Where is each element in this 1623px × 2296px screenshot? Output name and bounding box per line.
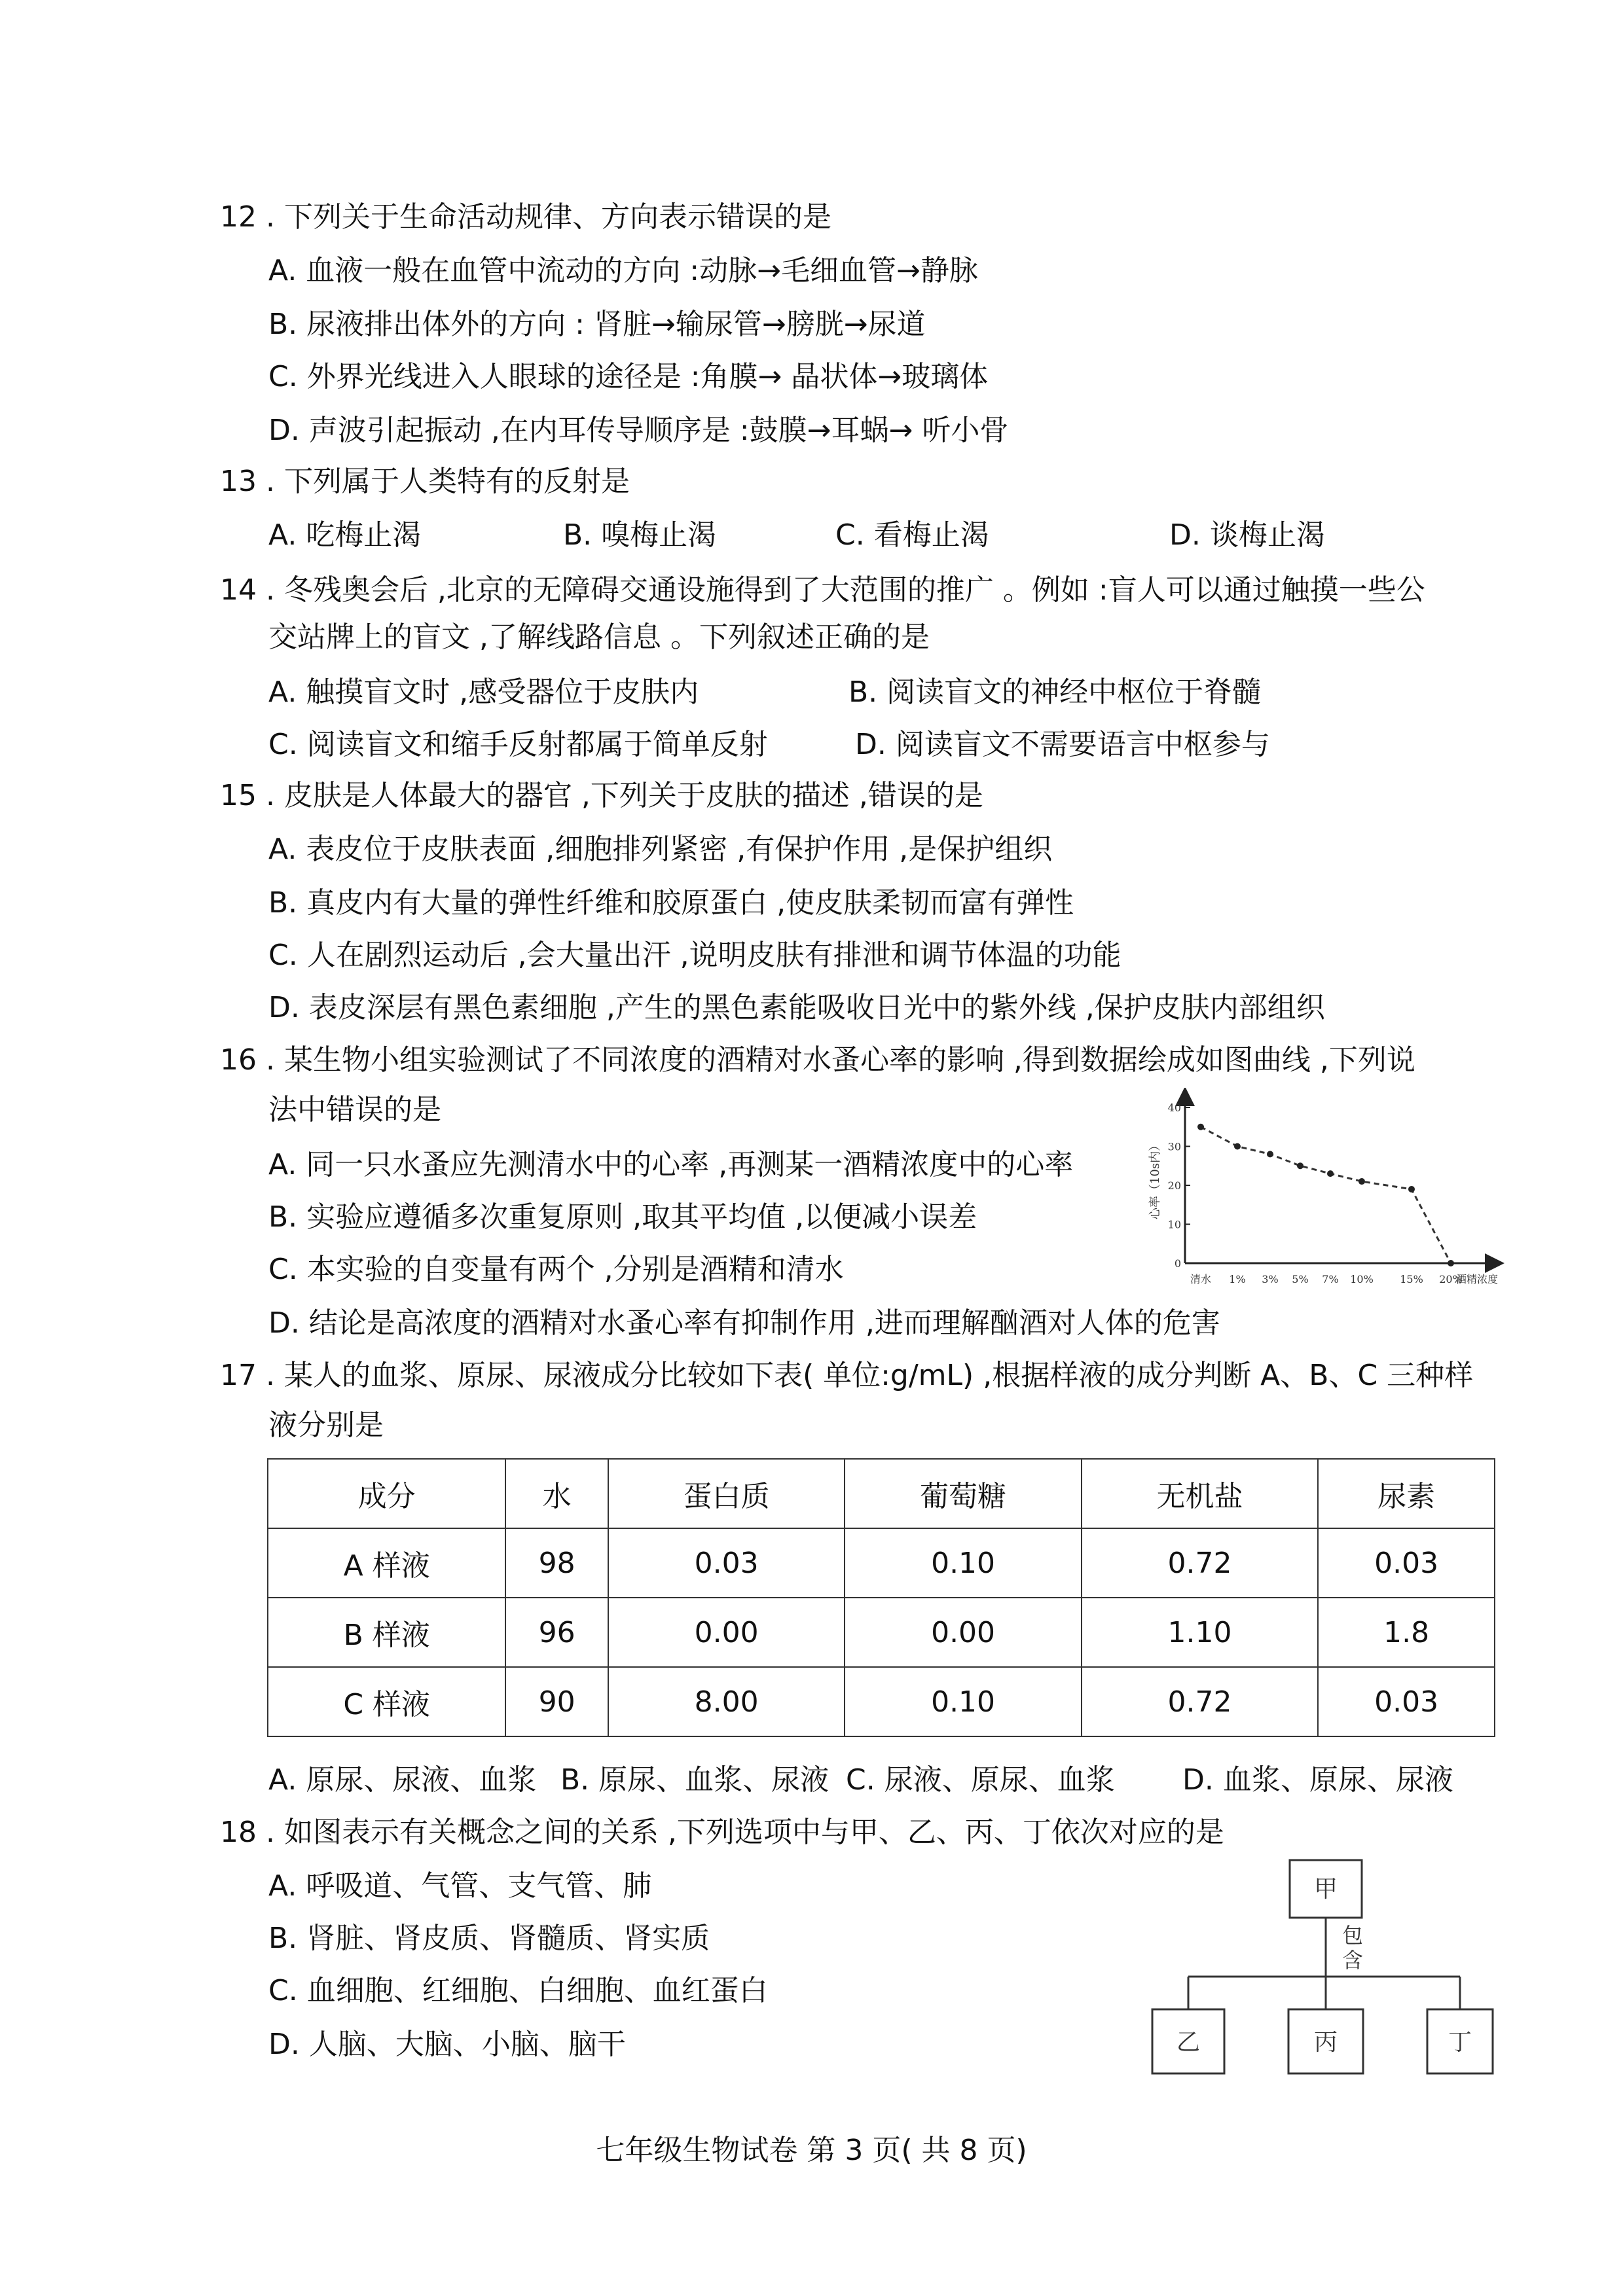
chart-data-point [1448,1260,1454,1266]
q16-stem-line2: 法中错误的是 [268,1093,441,1126]
page-footer: 七年级生物试卷 第 3 页( 共 8 页) [596,2134,1027,2167]
diagram-node-child-2-label: 丙 [1313,2029,1338,2056]
q14-option-d: D. 阅读盲文不需要语言中枢参与 [855,728,1270,761]
q18-stem: 18 . 如图表示有关概念之间的关系 ,下列选项中与甲、乙、丙、丁依次对应的是 [220,1816,1224,1849]
q12-option-b: B. 尿液排出体外的方向 : 肾脏→输尿管→膀胱→尿道 [268,308,926,341]
q18-option-c: C. 血细胞、红细胞、白细胞、血红蛋白 [268,1974,768,2007]
chart-y-tick-label: 20 [1167,1179,1181,1192]
q14-option-b: B. 阅读盲文的神经中枢位于脊髓 [848,675,1262,709]
table-cell: 0.72 [1082,1667,1318,1736]
q17-option-a: A. 原尿、尿液、血浆 [268,1763,537,1797]
table-cell: 1.10 [1082,1598,1318,1667]
table-header-cell: 水 [505,1459,608,1528]
chart-data-point [1297,1162,1304,1169]
table-header-cell: 成分 [268,1459,505,1528]
q13-option-a: A. 吃梅止渴 [268,518,422,552]
chart-x-tick-label: 5% [1292,1273,1309,1285]
chart-data-point [1234,1143,1241,1150]
q12-option-c: C. 外界光线进入人眼球的途径是 :角膜→ 晶状体→玻璃体 [268,360,989,393]
q13-option-d: D. 谈梅止渴 [1169,518,1325,552]
table-row [268,1528,1495,1598]
chart-x-tick-label: 清水 [1190,1273,1212,1285]
table-cell: 1.8 [1318,1598,1495,1667]
table-cell: A 样液 [268,1528,505,1598]
concept-diagram-svg [1139,1846,1519,2088]
q12-stem: 12 . 下列关于生命活动规律、方向表示错误的是 [220,200,831,234]
table-header-cell: 蛋白质 [608,1459,845,1528]
chart-y-label: 心率（10s内） [1148,1139,1162,1220]
table-cell: 0.10 [845,1667,1081,1736]
table-header-cell: 无机盐 [1082,1459,1318,1528]
q13-option-b: B. 嗅梅止渴 [563,518,717,552]
diagram-node-child-1-label: 乙 [1176,2029,1201,2056]
chart-y-tick-label: 0 [1174,1257,1181,1270]
q14-stem-line2: 交站牌上的盲文 ,了解线路信息 。下列叙述正确的是 [268,620,930,654]
q13-option-c: C. 看梅止渴 [835,518,989,552]
q13-stem: 13 . 下列属于人类特有的反射是 [220,465,630,498]
table-cell: 0.72 [1082,1528,1318,1598]
q16-option-b: B. 实验应遵循多次重复原则 ,取其平均值 ,以便减小误差 [268,1200,977,1234]
chart-y-tick-label: 40 [1167,1102,1181,1114]
chart-x-tick-label: 15% [1400,1273,1423,1285]
table-cell: B 样液 [268,1598,505,1667]
table-cell: 0.00 [608,1598,845,1667]
table-cell: 98 [505,1528,608,1598]
chart-y-tick-label: 30 [1167,1140,1181,1153]
chart-x-tick-label: 10% [1350,1273,1374,1285]
q16-option-c: C. 本实验的自变量有两个 ,分别是酒精和清水 [268,1253,844,1286]
q15-option-a: A. 表皮位于皮肤表面 ,细胞排列紧密 ,有保护作用 ,是保护组织 [268,833,1053,866]
chart-y-tick-label: 10 [1167,1218,1181,1231]
q18-option-a: A. 呼吸道、气管、支气管、肺 [268,1869,652,1903]
q17-option-d: D. 血浆、原尿、尿液 [1182,1763,1453,1797]
table-cell: 8.00 [608,1667,845,1736]
table-cell: 0.10 [845,1528,1081,1598]
diagram-node-top-label: 甲 [1313,1876,1338,1903]
table-cell: 0.03 [608,1528,845,1598]
q15-stem: 15 . 皮肤是人体最大的器官 ,下列关于皮肤的描述 ,错误的是 [220,779,983,812]
heart-rate-chart [1139,1088,1506,1297]
chart-data-point [1327,1170,1334,1177]
q18-option-b: B. 肾脏、肾皮质、肾髓质、肾实质 [268,1922,710,1955]
q12-option-a: A. 血液一般在血管中流动的方向 :动脉→毛细血管→静脉 [268,254,978,287]
chart-x-tick-label: 3% [1262,1273,1279,1285]
q12-option-d: D. 声波引起振动 ,在内耳传导顺序是 :鼓膜→耳蜗→ 听小骨 [268,414,1009,447]
q14-option-c: C. 阅读盲文和缩手反射都属于简单反射 [268,728,768,761]
chart-data-point [1267,1151,1273,1157]
concept-diagram [1139,1846,1519,2088]
q14-stem-line1: 14 . 冬残奥会后 ,北京的无障碍交通设施得到了大范围的推广 。例如 :盲人可以通过触摸一些公 [220,573,1425,607]
diagram-node-child-3-label: 丁 [1448,2029,1472,2056]
q14-option-a: A. 触摸盲文时 ,感受器位于皮肤内 [268,675,699,709]
table-header-cell: 葡萄糖 [845,1459,1081,1528]
table-header-cell: 尿素 [1318,1459,1495,1528]
table-cell: 0.03 [1318,1667,1495,1736]
q17-option-b: B. 原尿、血浆、尿液 [560,1763,830,1797]
composition-table [267,1458,1495,1737]
q18-option-d: D. 人脑、大脑、小脑、脑干 [268,2028,626,2061]
table-cell: 90 [505,1667,608,1736]
q16-option-d: D. 结论是高浓度的酒精对水蚤心率有抑制作用 ,进而理解酗酒对人体的危害 [268,1306,1220,1340]
table-cell: 0.00 [845,1598,1081,1667]
q15-option-d: D. 表皮深层有黑色素细胞 ,产生的黑色素能吸收日光中的紫外线 ,保护皮肤内部组织 [268,991,1325,1024]
q15-option-c: C. 人在剧烈运动后 ,会大量出汗 ,说明皮肤有排泄和调节体温的功能 [268,939,1122,972]
q16-option-a: A. 同一只水蚤应先测清水中的心率 ,再测某一酒精浓度中的心率 [268,1148,1074,1181]
chart-data-point [1408,1186,1415,1193]
chart-data-point [1197,1124,1204,1130]
table-header-row [268,1459,1495,1528]
table-row [268,1598,1495,1667]
diagram-relation-label: 包 含 [1342,1923,1364,1973]
table-row [268,1667,1495,1736]
chart-data-point [1359,1178,1365,1185]
table-cell: 0.03 [1318,1528,1495,1598]
table-cell: 96 [505,1598,608,1667]
chart-x-tick-label: 1% [1229,1273,1246,1285]
q15-option-b: B. 真皮内有大量的弹性纤维和胶原蛋白 ,使皮肤柔韧而富有弹性 [268,886,1074,920]
q17-stem-line1: 17 . 某人的血浆、原尿、尿液成分比较如下表( 单位:g/mL) ,根据样液的成分判断 A、B、C 三种样 [220,1359,1474,1392]
chart-x-tick-label: 20% [1439,1273,1463,1285]
chart-x-tick-label: 7% [1322,1273,1339,1285]
table-cell: C 样液 [268,1667,505,1736]
q16-stem-line1: 16 . 某生物小组实验测试了不同浓度的酒精对水蚤心率的影响 ,得到数据绘成如图曲线 ,下列说 [220,1043,1415,1077]
q17-stem-line2: 液分别是 [268,1408,384,1442]
chart-x-label: 酒精浓度 [1455,1273,1498,1285]
heart-rate-chart-svg [1139,1088,1506,1297]
q17-option-c: C. 尿液、原尿、血浆 [846,1763,1115,1797]
